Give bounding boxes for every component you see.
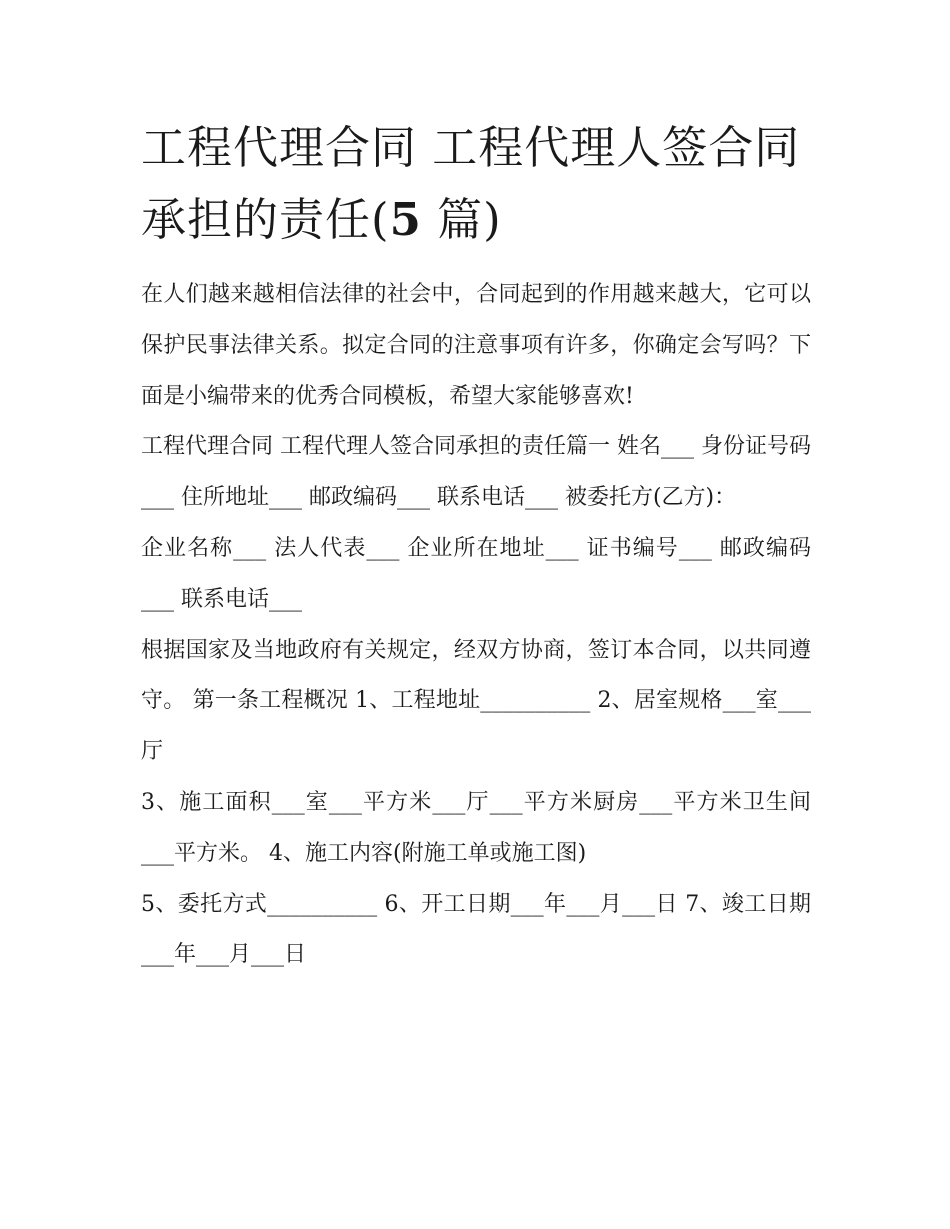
title-text-part1: 工程代理合同 工程代理人签合同承担的责任(: [141, 121, 801, 246]
party-b-info-paragraph: 企业名称___ 法人代表___ 企业所在地址___ 证书编号___ 邮政编码___ 联系电话___: [141, 535, 811, 612]
project-overview-paragraph: 根据国家及当地政府有关规定，经双方协商，签订本合同，以共同遵守。 第一条工程概况 1、工程地址__________ 2、居室规格___室___厅: [141, 637, 811, 765]
schedule-paragraph: 5、委托方式__________ 6、开工日期___年___月___日 7、竣工日期___年___月___日: [141, 891, 811, 968]
title-text-part2: 篇): [421, 193, 502, 246]
title-count: 5: [389, 193, 422, 246]
construction-area-paragraph: 3、施工面积___室___平方米___厅___平方米厨房___平方米卫生间___平方米。 4、施工内容(附施工单或施工图): [141, 789, 811, 866]
document-title: [141, 112, 811, 256]
party-a-info-paragraph: 工程代理合同 工程代理人签合同承担的责任篇一 姓名___ 身份证号码___ 住所地址___ 邮政编码___ 联系电话___ 被委托方(乙方)：: [141, 434, 811, 511]
intro-paragraph: 在人们越来越相信法律的社会中，合同起到的作用越来越大，它可以保护民事法律关系。拟定合同的注意事项有许多，你确定会写吗？下面是小编带来的优秀合同模板，希望大家能够喜欢!: [141, 282, 811, 409]
document-page: [141, 112, 811, 981]
